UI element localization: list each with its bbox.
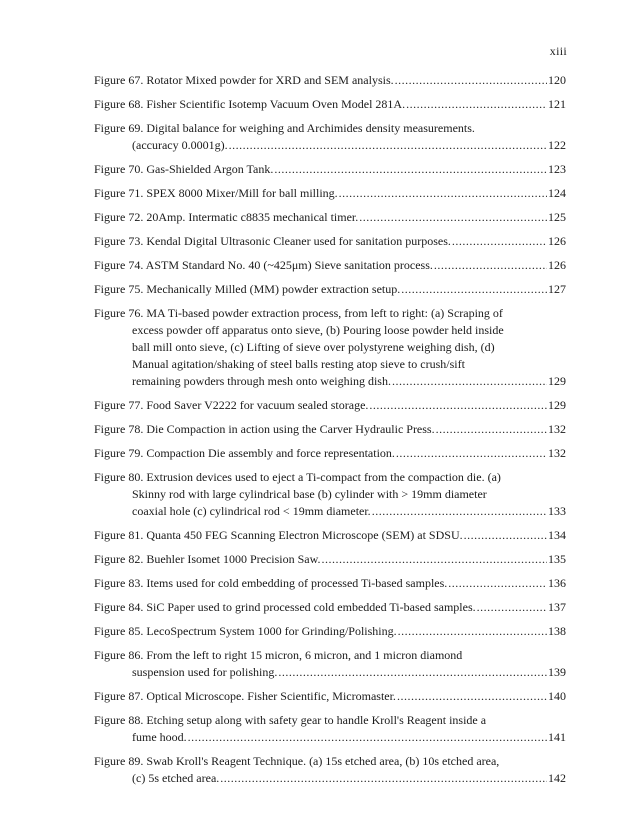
dot-leader — [436, 421, 547, 438]
dot-leader — [369, 397, 547, 414]
entry-page-number: 133 — [548, 504, 566, 518]
entry-line — [94, 770, 566, 787]
entry-caption: Figure 84. SiC Paper used to grind processed cold embedded Ti-based samples. — [94, 600, 476, 614]
entry-line — [94, 551, 566, 568]
entry-line — [94, 209, 566, 226]
entry-line — [94, 527, 566, 544]
entry-page-number: 141 — [548, 730, 566, 744]
entry-line — [94, 233, 566, 250]
entry-caption: Figure 71. SPEX 8000 Mixer/Mill for ball milling. — [94, 186, 338, 200]
figure-entry[interactable] — [94, 209, 566, 226]
entry-caption: Figure 69. Digital balance for weighing and Archimides density measurements. — [94, 121, 475, 135]
dot-leader — [229, 137, 547, 154]
figure-entry[interactable] — [94, 469, 566, 520]
figure-entry[interactable] — [94, 688, 566, 705]
dot-leader — [448, 575, 547, 592]
entry-page-number: 132 — [548, 446, 566, 460]
figure-entry[interactable] — [94, 161, 566, 178]
entry-page-number: 135 — [548, 552, 566, 566]
figure-entry[interactable] — [94, 397, 566, 414]
entry-line — [94, 257, 566, 274]
entry-caption: Figure 87. Optical Microscope. Fisher Scientific, Micromaster. — [94, 689, 396, 703]
entry-page-number: 120 — [548, 73, 566, 87]
entry-caption: Figure 70. Gas-Shielded Argon Tank. — [94, 162, 274, 176]
entry-page-number: 126 — [548, 234, 566, 248]
figure-entry[interactable] — [94, 647, 566, 681]
entry-page-number: 124 — [548, 186, 566, 200]
entry-page-number: 137 — [548, 600, 566, 614]
entry-caption: coaxial hole (c) cylindrical rod < 19mm diameter. — [132, 504, 371, 518]
dot-leader — [372, 503, 547, 520]
entry-page-number: 129 — [548, 398, 566, 412]
entry-caption: Figure 72. 20Amp. Intermatic c8835 mechanical timer. — [94, 210, 359, 224]
entry-line — [94, 623, 566, 640]
entry-line — [94, 503, 566, 520]
figure-entry[interactable] — [94, 551, 566, 568]
entry-caption: Figure 88. Etching setup along with safety gear to handle Kroll's Reagent inside a — [94, 713, 487, 727]
entry-line — [94, 305, 566, 322]
figure-entry[interactable] — [94, 575, 566, 592]
figure-entry[interactable] — [94, 421, 566, 438]
entry-caption: ball mill onto sieve, (c) Lifting of sieve over polystyrene weighing dish, (d) — [132, 340, 495, 354]
entry-page-number: 121 — [548, 97, 566, 111]
entry-caption: (accuracy 0.0001g). — [132, 138, 228, 152]
dot-leader — [188, 729, 547, 746]
entry-page-number: 127 — [548, 282, 566, 296]
dot-leader — [274, 161, 547, 178]
dot-leader — [397, 688, 547, 705]
entry-caption: Figure 75. Mechanically Milled (MM) powder extraction setup. — [94, 282, 401, 296]
figure-entry[interactable] — [94, 281, 566, 298]
dot-leader — [322, 551, 547, 568]
entry-page-number: 138 — [548, 624, 566, 638]
entry-caption: Figure 79. Compaction Die assembly and force representation. — [94, 446, 395, 460]
entry-line — [94, 72, 566, 89]
entry-line — [94, 373, 566, 390]
page-number: xiii — [549, 44, 567, 58]
figure-entry[interactable] — [94, 623, 566, 640]
entry-page-number: 136 — [548, 576, 566, 590]
entry-line — [94, 753, 566, 770]
entry-caption: Figure 74. ASTM Standard No. 40 (~425μm) Sieve sanitation process. — [94, 258, 433, 272]
entry-caption: Figure 80. Extrusion devices used to eject a Ti-compact from the compaction die. (a) — [94, 470, 501, 484]
entry-page-number: 122 — [548, 138, 566, 152]
figure-entry[interactable] — [94, 233, 566, 250]
entry-line — [94, 729, 566, 746]
entry-caption: Figure 67. Rotator Mixed powder for XRD and SEM analysis. — [94, 73, 394, 87]
figure-entry[interactable] — [94, 527, 566, 544]
entry-caption: Figure 89. Swab Kroll's Reagent Technique. (a) 15s etched area, (b) 10s etched area, — [94, 754, 500, 768]
entry-line — [94, 356, 566, 373]
entry-line — [94, 397, 566, 414]
figure-entry[interactable] — [94, 120, 566, 154]
entry-caption: remaining powders through mesh onto weighing dish. — [132, 374, 391, 388]
entry-page-number: 140 — [548, 689, 566, 703]
dot-leader — [392, 373, 547, 390]
figure-entry[interactable] — [94, 599, 566, 616]
entry-caption: Skinny rod with large cylindrical base (b) cylinder with > 19mm diameter — [132, 487, 487, 501]
entry-line — [94, 339, 566, 356]
dot-leader — [398, 623, 547, 640]
entry-line — [94, 322, 566, 339]
entry-caption: (c) 5s etched area. — [132, 771, 220, 785]
figure-entry[interactable] — [94, 257, 566, 274]
entry-page-number: 142 — [548, 771, 566, 785]
entry-caption: Manual agitation/shaking of steel balls resting atop sieve to crush/sift — [132, 357, 465, 371]
entry-page-number: 134 — [548, 528, 566, 542]
entry-line — [94, 486, 566, 503]
entry-page-number: 125 — [548, 210, 566, 224]
dot-leader — [434, 257, 547, 274]
entry-caption: Figure 82. Buehler Isomet 1000 Precision Saw. — [94, 552, 321, 566]
entry-line — [94, 712, 566, 729]
entry-line — [94, 281, 566, 298]
figure-entry[interactable] — [94, 753, 566, 787]
dot-leader — [220, 770, 547, 787]
figure-entry[interactable] — [94, 712, 566, 746]
entry-line — [94, 120, 566, 137]
dot-leader — [406, 96, 547, 113]
entry-line — [94, 161, 566, 178]
entry-caption: Figure 78. Die Compaction in action using the Carver Hydraulic Press. — [94, 422, 435, 436]
entry-page-number: 132 — [548, 422, 566, 436]
entry-caption: Figure 85. LecoSpectrum System 1000 for Grinding/Polishing. — [94, 624, 397, 638]
dot-leader — [278, 664, 547, 681]
figure-entry[interactable] — [94, 185, 566, 202]
entry-line — [94, 96, 566, 113]
entry-caption: suspension used for polishing. — [132, 665, 278, 679]
list-of-figures — [94, 72, 566, 794]
entry-line — [94, 688, 566, 705]
dot-leader — [359, 209, 547, 226]
entry-caption: Figure 68. Fisher Scientific Isotemp Vacuum Oven Model 281A. — [94, 97, 406, 111]
figure-entry[interactable] — [94, 72, 566, 89]
entry-caption: Figure 77. Food Saver V2222 for vacuum sealed storage. — [94, 398, 369, 412]
dot-leader — [452, 233, 547, 250]
entry-caption: Figure 76. MA Ti-based powder extraction process, from left to right: (a) Scraping of — [94, 306, 503, 320]
entry-caption: Figure 86. From the left to right 15 micron, 6 micron, and 1 micron diamond — [94, 648, 463, 662]
entry-caption: excess powder off apparatus onto sieve, (b) Pouring loose powder held inside — [132, 323, 504, 337]
dot-leader — [477, 599, 547, 616]
dot-leader — [464, 527, 547, 544]
entry-page-number: 129 — [548, 374, 566, 388]
dot-leader — [395, 72, 547, 89]
entry-caption: fume hood. — [132, 730, 187, 744]
entry-line — [94, 137, 566, 154]
entry-line — [94, 469, 566, 486]
entry-line — [94, 599, 566, 616]
dot-leader — [396, 445, 547, 462]
entry-line — [94, 421, 566, 438]
entry-page-number: 126 — [548, 258, 566, 272]
dot-leader — [339, 185, 547, 202]
figure-entry[interactable] — [94, 305, 566, 390]
figure-entry[interactable] — [94, 445, 566, 462]
dot-leader — [401, 281, 547, 298]
entry-line — [94, 647, 566, 664]
entry-line — [94, 185, 566, 202]
figure-entry[interactable] — [94, 96, 566, 113]
entry-line — [94, 664, 566, 681]
entry-caption: Figure 73. Kendal Digital Ultrasonic Cleaner used for sanitation purposes. — [94, 234, 451, 248]
entry-caption: Figure 83. Items used for cold embedding of processed Ti-based samples. — [94, 576, 448, 590]
entry-caption: Figure 81. Quanta 450 FEG Scanning Electron Microscope (SEM) at SDSU. — [94, 528, 463, 542]
entry-line — [94, 575, 566, 592]
entry-page-number: 123 — [548, 162, 566, 176]
entry-page-number: 139 — [548, 665, 566, 679]
entry-line — [94, 445, 566, 462]
